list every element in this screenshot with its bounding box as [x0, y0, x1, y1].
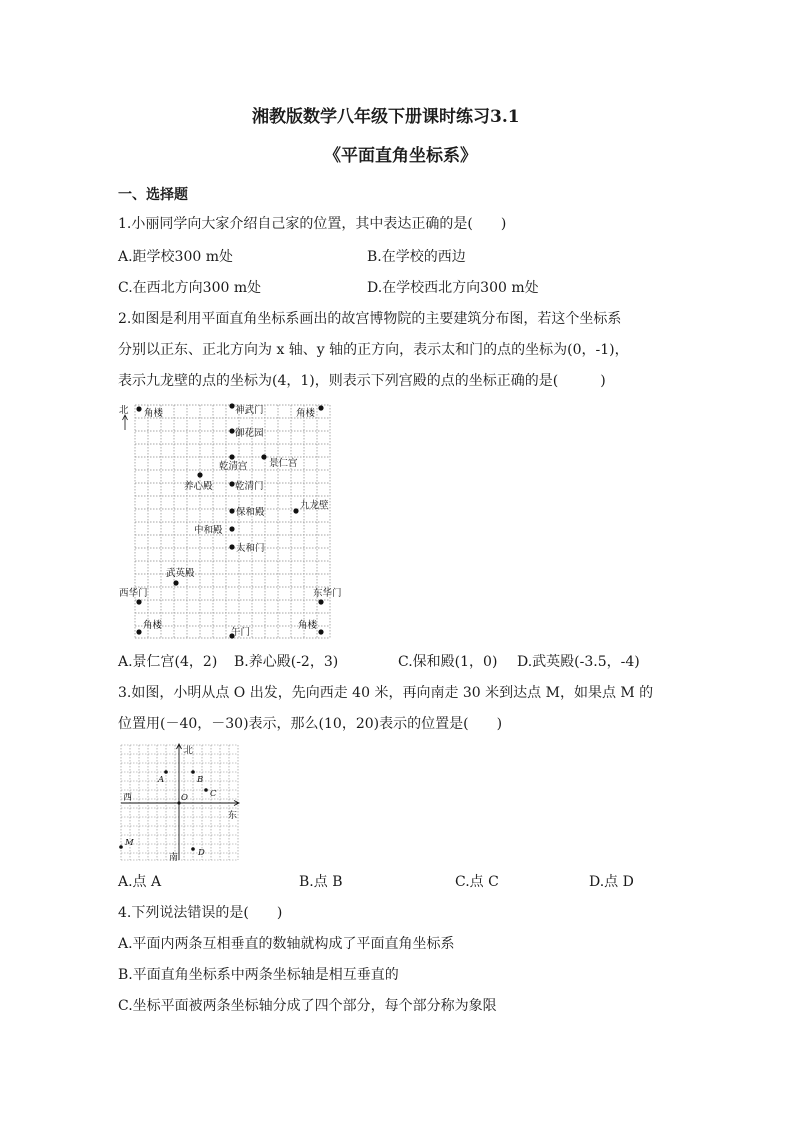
north-label: 北 [119, 405, 129, 416]
point-m-label: M [125, 838, 134, 848]
qianqing-palace-label: 乾清宫 [219, 461, 248, 472]
q4-option-b: B.平面直角坐标系中两条坐标轴是相互垂直的 [118, 967, 399, 983]
q4-stem: 4.下列说法错误的是( ) [118, 905, 283, 921]
point-c-label: C [210, 789, 217, 799]
shenwu-gate-dot [229, 403, 234, 408]
q1-option-c: C.在西北方向300 m处 [118, 280, 262, 296]
wumen-gate-label: 午门 [231, 627, 251, 638]
yuhua-garden-dot [229, 428, 234, 433]
shenwu-gate-label: 神武门 [235, 405, 264, 416]
q4-option-c: C.坐标平面被两条坐标轴分成了四个部分，每个部分称为象限 [118, 998, 497, 1014]
q3-option-d: D.点 D [589, 874, 634, 890]
qianqing-palace-dot [229, 454, 234, 459]
q1-option-a: A.距学校300 m处 [118, 249, 234, 265]
yuhua-garden-label: 御花园 [235, 428, 264, 439]
nw-tower-label: 角楼 [144, 408, 164, 419]
point-b-dot [191, 770, 195, 774]
wuying-hall-label: 武英殿 [166, 568, 195, 579]
qianqing-gate-label: 乾清门 [235, 481, 264, 492]
yangxin-hall-dot [197, 472, 202, 477]
grid-west-label: 西 [123, 793, 133, 803]
q2-stem-line1: 2.如图是利用平面直角坐标系画出的故宫博物院的主要建筑分布图，若这个坐标系 [118, 311, 622, 327]
q2-option-b: B.养心殿(-2，3) [234, 654, 339, 670]
nw-tower-dot [136, 406, 141, 411]
direction-grid-figure [116, 740, 246, 864]
q2-option-c: C.保和殿(1，0) [398, 654, 498, 670]
point-c-dot [204, 788, 208, 792]
palace-map-figure [116, 398, 348, 642]
donghua-gate-dot [318, 599, 323, 604]
sw-tower-label: 角楼 [143, 620, 163, 631]
xihua-gate-dot [136, 599, 141, 604]
ne-tower-label: 角楼 [296, 408, 316, 419]
sw-tower-dot [136, 629, 141, 634]
section-heading: 一、选择题 [118, 187, 188, 203]
q1-option-b: B.在学校的西边 [367, 249, 466, 265]
point-a-dot [164, 770, 168, 774]
q2-stem-line3: 表示九龙壁的点的坐标为(4，1)，则表示下列宫殿的点的坐标正确的是( ) [118, 373, 606, 389]
point-a-label: A [158, 775, 165, 785]
baohe-hall-label: 保和殿 [236, 507, 265, 518]
q2-stem-line2: 分别以正东、正北方向为 x 轴、y 轴的正方向，表示太和门的点的坐标为(0，-1)， [118, 342, 629, 358]
point-m-dot [119, 845, 123, 849]
grid-north-label: 北 [184, 746, 194, 756]
grid-south-label: 南 [169, 853, 179, 863]
yangxin-hall-label: 养心殿 [184, 481, 213, 492]
page-subtitle: 《平面直角坐标系》 [324, 146, 477, 166]
q2-option-a: A.景仁宫(4，2) [118, 654, 218, 670]
q3-stem-line1: 3.如图，小明从点 O 出发，先向西走 40 米，再向南走 30 米到达点 M，如果点 M 的 [118, 685, 654, 701]
point-b-label: B [197, 775, 204, 785]
q2-option-d: D.武英殿(-3.5，-4) [517, 654, 640, 670]
taihe-gate-dot [229, 544, 234, 549]
point-d-label: D [198, 848, 205, 858]
point-d-dot [191, 847, 195, 851]
qianqing-gate-dot [229, 481, 234, 486]
jiulong-wall-dot [293, 508, 298, 513]
jingren-palace-label: 景仁宫 [269, 458, 298, 469]
q3-stem-line2: 位置用(－40，－30)表示，那么(10，20)表示的位置是( ) [118, 716, 503, 732]
point-o-label: O [181, 793, 188, 803]
jingren-palace-dot [261, 454, 266, 459]
q3-option-b: B.点 B [299, 874, 343, 890]
q3-option-a: A.点 A [118, 874, 162, 890]
wuying-hall-dot [173, 580, 178, 585]
zhonghe-hall-dot [229, 526, 234, 531]
grid-east-label: 东 [228, 811, 238, 821]
donghua-gate-label: 东华门 [313, 588, 342, 599]
map-grid [135, 405, 330, 638]
zhonghe-hall-label: 中和殿 [194, 525, 223, 536]
q1-option-d: D.在学校西北方向300 m处 [367, 280, 539, 296]
jiulong-wall-label: 九龙壁 [300, 500, 329, 511]
baohe-hall-dot [229, 508, 234, 513]
q1-stem: 1.小丽同学向大家介绍自己家的位置，其中表达正确的是( ) [118, 216, 507, 232]
q4-option-a: A.平面内两条互相垂直的数轴就构成了平面直角坐标系 [118, 936, 455, 952]
se-tower-label: 角楼 [298, 620, 318, 631]
se-tower-dot [318, 629, 323, 634]
page-title: 湘教版数学八年级下册课时练习3.1 [252, 107, 520, 127]
xihua-gate-label: 西华门 [119, 588, 148, 599]
q3-option-c: C.点 C [455, 874, 499, 890]
ne-tower-dot [318, 405, 323, 410]
taihe-gate-label: 太和门 [236, 543, 265, 554]
